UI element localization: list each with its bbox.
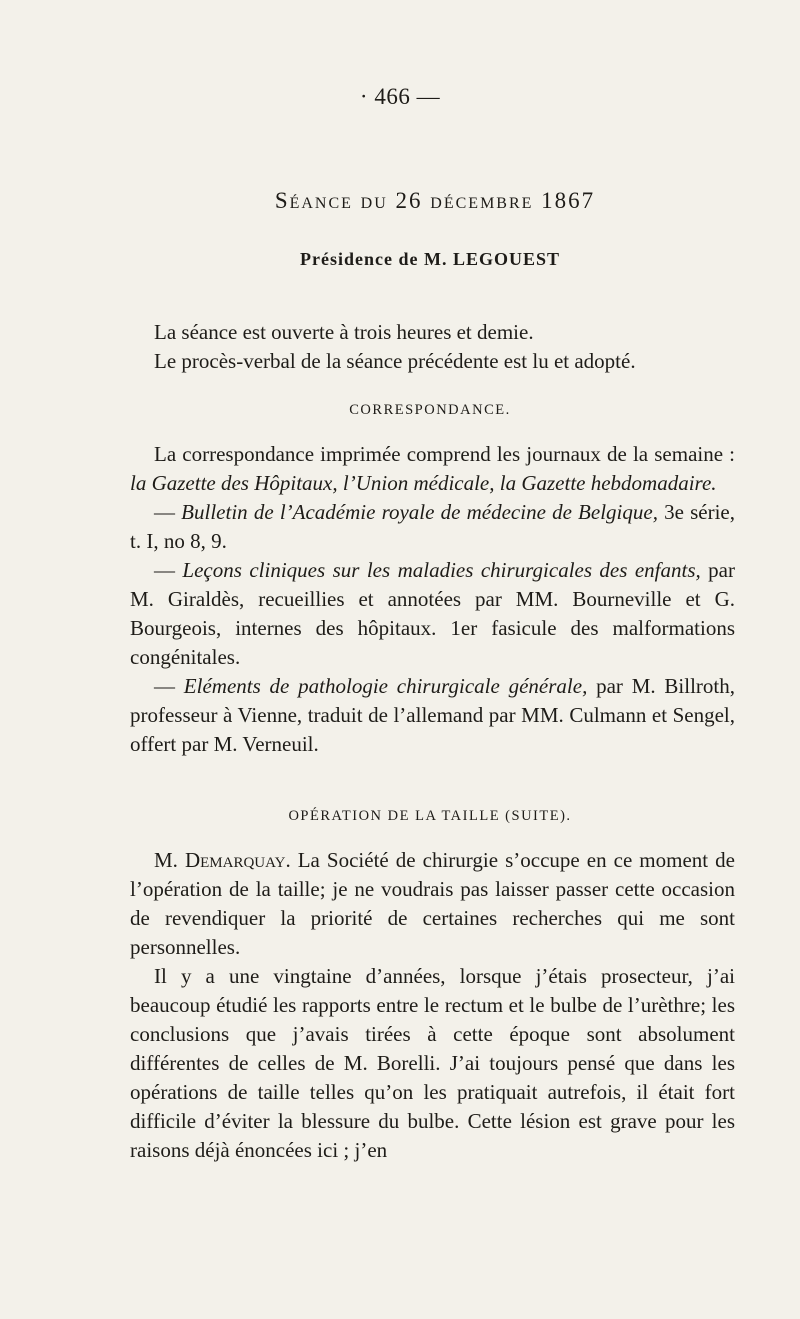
correspondance-paragraph-2 [130, 498, 735, 556]
correspondance-p2-dash: — [154, 500, 182, 524]
operation-paragraph-1 [130, 846, 735, 962]
correspondance-p1-journals: la Gazette des Hôpitaux, l’Union médicale, la Gazette hebdomadaire. [130, 471, 717, 495]
correspondance-section [130, 440, 735, 759]
opening-paragraphs [130, 318, 735, 376]
page-number-value: 466 [374, 84, 411, 109]
operation-paragraph-2: Il y a une vingtaine d’années, lorsque j’étais prosecteur, j’ai beaucoup étudié les rapports entre le rectum et le bulbe de l’urèthre; les conclusions que j’avais tirées à cette époque sont absolument différentes de celles de M. Borelli. J’ai toujours pensé que dans les opérations de taille telles qu’on les pratiquait autrefois, il était fort difficile d’éviter la blessure du bulbe. Cette lésion est grave pour les raisons déjà énoncées ici ; j’en [130, 964, 735, 1162]
correspondance-p4-dash: — [154, 674, 184, 698]
correspondance-p2-text: 3e série, t. I, no 8, 9. [130, 500, 735, 553]
correspondance-paragraph-3 [130, 556, 735, 672]
page-number: · 466 — [359, 84, 441, 109]
speaker-suffix: . [285, 848, 291, 872]
correspondance-paragraph-4 [130, 672, 735, 759]
speaker-name: Demarquay [184, 848, 286, 872]
presidence-line: Présidence de M. LEGOUEST [300, 249, 560, 269]
operation-heading: OPÉRATION DE LA TAILLE (SUITE). [288, 808, 572, 824]
opening-line-1: La séance est ouverte à trois heures et demie. [154, 320, 534, 344]
opening-line-2: Le procès-verbal de la séance précédente est lu et adopté. [154, 349, 636, 373]
correspondance-p3-dash: — [154, 558, 183, 582]
correspondance-p2-title: Bulletin de l’Académie royale de médecine de Belgique, [181, 500, 658, 524]
correspondance-p3-title: Leçons cliniques sur les maladies chirurgicales des enfants, [182, 558, 701, 582]
correspondance-p4-text: par M. Billroth, professeur à Vienne, traduit de l’allemand par MM. Culmann et Sengel, offert par M. Verneuil. [130, 674, 736, 756]
session-title: Séance du 26 décembre 1867 [274, 188, 596, 213]
speaker-prefix: M. [154, 848, 185, 872]
correspondance-p1-text: La correspondance imprimée comprend les journaux de la semaine : [154, 442, 735, 466]
operation-p1-text: La Société de chirurgie s’occupe en ce moment de l’opération de la taille; je ne voudrais pas laisser passer cette occasion de revendiquer la priorité de certaines recherches qui me sont personnelles. [130, 848, 735, 959]
correspondance-p3-text: par M. Giraldès, recueillies et annotées par MM. Bourneville et G. Bourgeois, internes des hôpitaux. 1er fasicule des malformations congénitales. [130, 558, 735, 669]
correspondance-heading: CORRESPONDANCE. [349, 402, 511, 418]
correspondance-p4-title: Eléments de pathologie chirurgicale générale, [183, 674, 588, 698]
operation-section [130, 846, 735, 1165]
correspondance-paragraph-1 [130, 440, 735, 498]
